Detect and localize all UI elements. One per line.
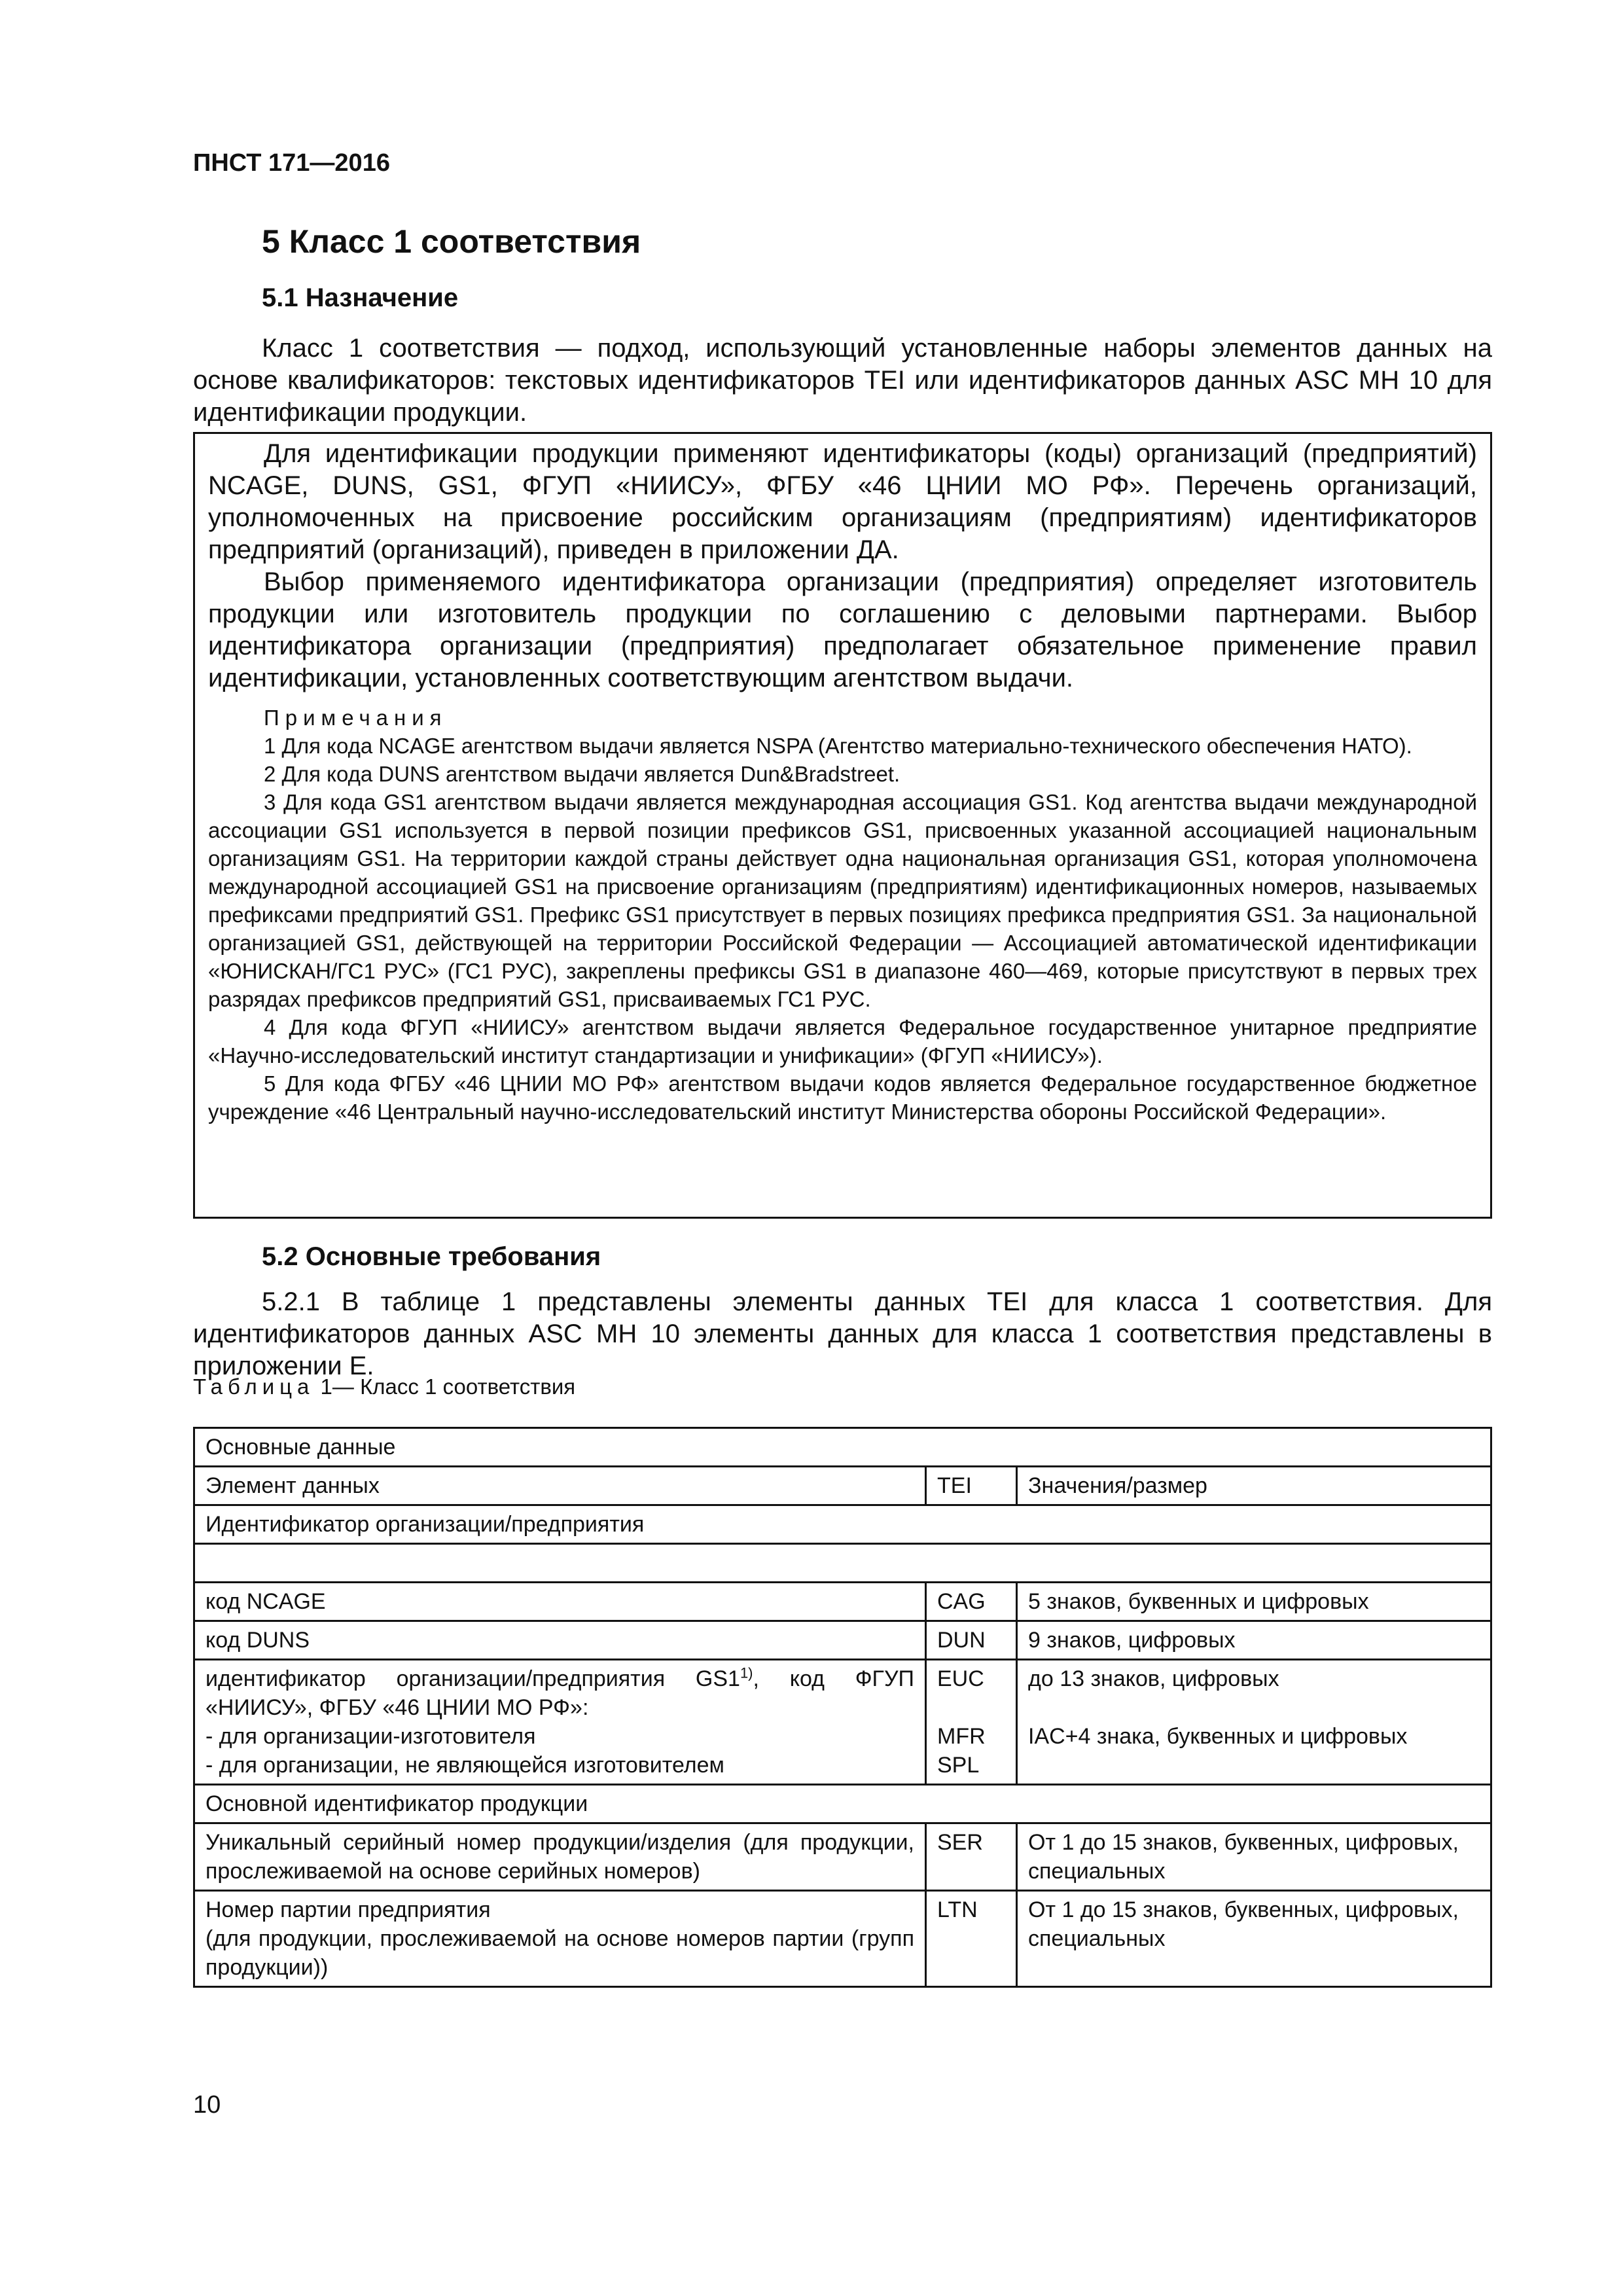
cell-value: 5 знаков, буквенных и цифровых [1017, 1583, 1491, 1621]
cell-element-main: идентификатор организации/предприятия GS1 [205, 1666, 740, 1691]
cell-value [1017, 1660, 1491, 1785]
cell-element-sub: - для организации, не являющейся изготовителем [205, 1753, 724, 1778]
table-row [194, 1891, 1491, 1987]
table-row [194, 1428, 1491, 1467]
cell-element: код NCAGE [194, 1583, 926, 1621]
document-code: ПНСТ 171—2016 [193, 149, 390, 177]
table-caption-text: 1— Класс 1 соответствия [314, 1374, 576, 1399]
cell-tei: DUN [926, 1621, 1017, 1660]
cell-element [194, 1660, 926, 1785]
intro-paragraph: Класс 1 соответствия — подход, использующий установленные наборы элементов данных на основе квалификаторов: текстовых идентификаторов TEI или идентификаторов данных ASC MH 10 для идентификации продукции. [193, 334, 1492, 427]
column-header-element: Элемент данных [194, 1467, 926, 1505]
empty-cell [194, 1544, 1491, 1583]
table-caption-label: Таблица [193, 1374, 315, 1399]
value-text: IAC+4 знака, буквенных и цифровых [1028, 1724, 1408, 1749]
table-header-row [194, 1467, 1491, 1505]
cell-element-line: Номер партии предприятия [205, 1897, 491, 1922]
column-header-value: Значения/размер [1017, 1467, 1491, 1505]
value-text: до 13 знаков, цифровых [1028, 1666, 1279, 1691]
group-header-main: Основные данные [194, 1428, 1491, 1467]
framed-text-box [193, 432, 1492, 1219]
cell-element-line: (для продукции, прослеживаемой на основе номеров партии (групп продукции)) [205, 1926, 914, 1980]
table-row [194, 1823, 1491, 1891]
cell-element-sub: - для организации-изготовителя [205, 1724, 536, 1749]
subsection-title-purpose: 5.1 Назначение [262, 283, 459, 312]
spacer [937, 1693, 1005, 1722]
tei-code: SPL [937, 1753, 980, 1778]
table-row [194, 1583, 1491, 1621]
footnote-marker: 1) [740, 1664, 753, 1681]
notes-heading: Примечания [264, 706, 448, 730]
note-item: 1 Для кода NCAGE агентством выдачи является NSPA (Агентство материально-технического обеспечения НАТО). [264, 734, 1412, 758]
cell-tei: CAG [926, 1583, 1017, 1621]
note-item: 3 Для кода GS1 агентством выдачи является международная ассоциация GS1. Код агентства выдачи международной ассоциации GS1 используется в первой позиции префиксов GS1, присвоенных указанной ассоциацией национальным организациям GS1. На территории каждой страны действует одна национальная организация GS1, которая уполномочена международной ассоциацией GS1 на присвоение организациям (предприятиям) идентификационных номеров, называемых префиксами предприятий GS1. Префикс GS1 присутствует в первых позициях префикса предприятия GS1. За национальной организацией GS1, действующей на территории Российской Федерации — Ассоциацией автоматической идентификации «ЮНИСКАН/ГС1 РУС» (ГС1 РУС), закреплены префиксы GS1 в диапазоне 460—469, которые присутствуют в первых трех разрядах префиксов предприятий GS1, присваиваемых ГС1 РУС. [208, 790, 1477, 1011]
table-row [194, 1621, 1491, 1660]
group-header-organization: Идентификатор организации/предприятия [194, 1505, 1491, 1544]
cell-tei: SER [926, 1823, 1017, 1891]
table-row [194, 1660, 1491, 1785]
note-item: 2 Для кода DUNS агентством выдачи является Dun&Bradstreet. [264, 762, 901, 786]
tei-code: EUC [937, 1666, 984, 1691]
cell-value: От 1 до 15 знаков, буквенных, цифровых, специальных [1017, 1891, 1491, 1987]
subsection-title-requirements: 5.2 Основные требования [262, 1242, 601, 1271]
table-caption [193, 1374, 575, 1399]
cell-value: 9 знаков, цифровых [1017, 1621, 1491, 1660]
requirements-paragraph: 5.2.1 В таблице 1 представлены элементы данных TEI для класса 1 соответствия. Для идентификаторов данных ASC MH 10 элементы данных для класса 1 соответствия представлены в приложении Е. [193, 1287, 1492, 1380]
box-paragraph-1: Для идентификации продукции применяют идентификаторы (коды) организаций (предприятий) NCAGE, DUNS, GS1, ФГУП «НИИСУ», ФГБУ «46 ЦНИИ МО РФ». Перечень организаций, уполномоченных на присвоение российским организациям (предприятиям) идентификаторов предприятий (организаций), приведен в приложении ДА. [208, 439, 1477, 564]
table-row [194, 1785, 1491, 1823]
section-title: 5 Класс 1 соответствия [262, 223, 641, 260]
page-number: 10 [193, 2091, 221, 2119]
cell-element-tail: , код ФГУП «НИИСУ», ФГБУ «46 ЦНИИ МО РФ»: [205, 1666, 914, 1720]
group-header-product: Основной идентификатор продукции [194, 1785, 1491, 1823]
cell-tei: LTN [926, 1891, 1017, 1987]
cell-tei [926, 1660, 1017, 1785]
spacer [1028, 1693, 1480, 1722]
conformance-table [193, 1427, 1492, 1988]
cell-element: Уникальный серийный номер продукции/изделия (для продукции, прослеживаемой на основе серийных номеров) [194, 1823, 926, 1891]
cell-element [194, 1891, 926, 1987]
box-paragraph-2: Выбор применяемого идентификатора организации (предприятия) определяет изготовитель продукции или изготовитель продукции по соглашению с деловыми партнерами. Выбор идентификатора организации (предприятия) предполагает обязательное применение правил идентификации, установленных соответствующим агентством выдачи. [208, 567, 1477, 692]
table-row [194, 1505, 1491, 1544]
cell-element: код DUNS [194, 1621, 926, 1660]
notes-block [208, 704, 1477, 1126]
column-header-tei: TEI [926, 1467, 1017, 1505]
cell-value: От 1 до 15 знаков, буквенных, цифровых, специальных [1017, 1823, 1491, 1891]
note-item: 5 Для кода ФГБУ «46 ЦНИИ МО РФ» агентством выдачи кодов является Федеральное государственное бюджетное учреждение «46 Центральный научно-исследовательский институт Министерства обороны Российской Федерации». [208, 1071, 1477, 1124]
tei-code: MFR [937, 1724, 986, 1749]
note-item: 4 Для кода ФГУП «НИИСУ» агентством выдачи является Федеральное государственное унитарное предприятие «Научно-исследовательский институт стандартизации и унификации» (ФГУП «НИИСУ»). [208, 1015, 1477, 1067]
table-row-empty [194, 1544, 1491, 1583]
